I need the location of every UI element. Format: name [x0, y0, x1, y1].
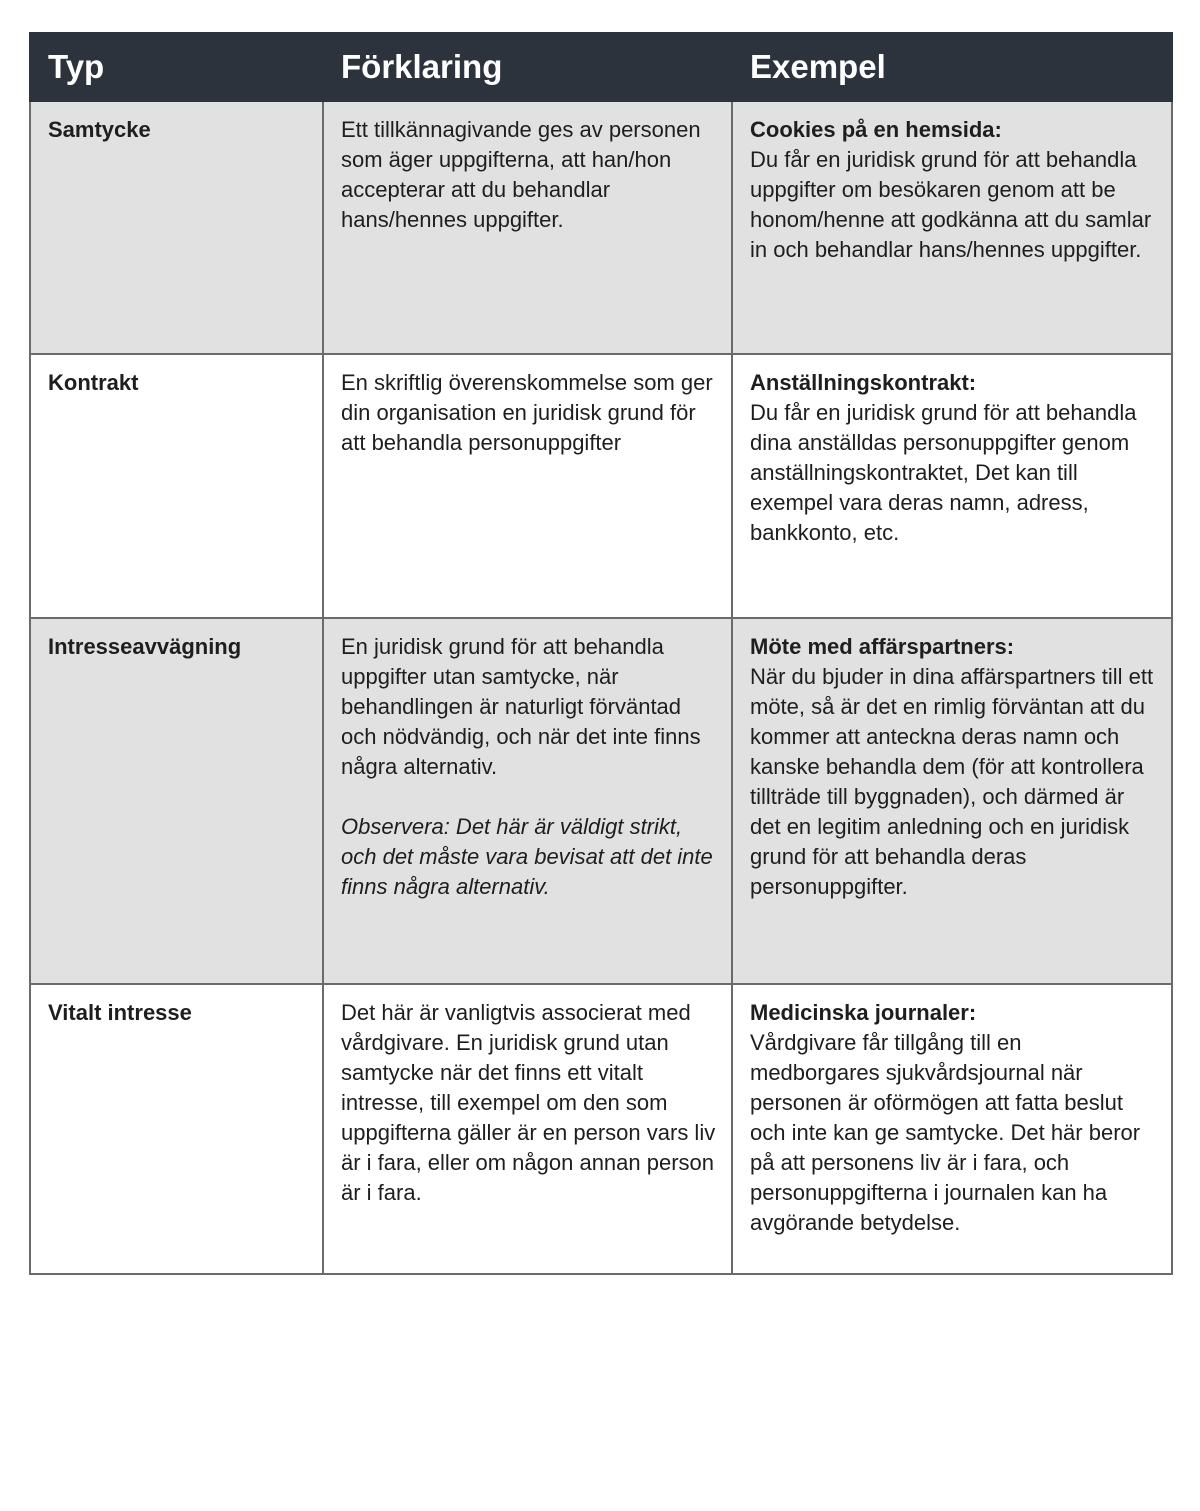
example-text: Du får en juridisk grund för att behandla uppgifter om besökaren genom att be honom/henne att godkänna att du samlar in och behandlar hans/hennes uppgifter.	[750, 147, 1152, 262]
type-cell	[30, 618, 323, 984]
header-type: Typ	[30, 33, 323, 101]
example-title: Anställningskontrakt:	[750, 370, 977, 395]
example-cell	[732, 354, 1172, 618]
type-label: Samtycke	[48, 117, 151, 142]
explanation-text: Det här är vanligtvis associerat med vårdgivare. En juridisk grund utan samtycke när det finns ett vitalt intresse, till exempel om den som uppgifterna gäller är en person vars liv är i fara, eller om någon annan person är i fara.	[341, 1000, 716, 1205]
explanation-cell	[323, 984, 732, 1274]
legal-basis-table	[29, 32, 1173, 1275]
explanation-text: Ett tillkännagivande ges av personen som äger uppgifterna, att han/hon accepterar att du behandlar hans/hennes uppgifter.	[341, 117, 701, 232]
explanation-text: En skriftlig överenskommelse som ger din organisation en juridisk grund för att behandla personuppgifter	[341, 370, 713, 455]
table-row	[30, 354, 1172, 618]
example-text: När du bjuder in dina affärspartners till ett möte, så är det en rimlig förväntan att du kommer att anteckna deras namn och kanske behandla dem (för att kontrollera tillträde till byggnaden), och därmed är det en legitim anledning och en juridisk grund för att behandla deras personuppgifter.	[750, 664, 1154, 899]
table-header-row	[30, 33, 1172, 101]
example-text: Du får en juridisk grund för att behandla dina anställdas personuppgifter genom anställningskontraktet, Det kan till exempel vara deras namn, adress, bankkonto, etc.	[750, 400, 1137, 545]
explanation-note: Observera: Det här är väldigt strikt, och det måste vara bevisat att det inte finns några alternativ.	[341, 814, 713, 899]
example-cell	[732, 618, 1172, 984]
example-cell	[732, 101, 1172, 354]
example-title: Medicinska journaler:	[750, 1000, 977, 1025]
explanation-text: En juridisk grund för att behandla uppgifter utan samtycke, när behandlingen är naturligt förväntad och nödvändig, och när det inte finns några alternativ.	[341, 634, 701, 779]
table-row	[30, 984, 1172, 1274]
type-cell	[30, 354, 323, 618]
type-label: Intresseavvägning	[48, 634, 242, 659]
example-text: Vårdgivare får tillgång till en medborgares sjukvårdsjournal när personen är oförmögen att fatta beslut och inte kan ge samtycke. Det här beror på att personens liv är i fara, och personuppgifterna i journalen kan ha avgörande betydelse.	[750, 1030, 1141, 1235]
example-cell	[732, 984, 1172, 1274]
type-label: Kontrakt	[48, 370, 139, 395]
header-example: Exempel	[732, 33, 1172, 101]
header-explanation: Förklaring	[323, 33, 732, 101]
example-title: Möte med affärspartners:	[750, 634, 1015, 659]
table-row	[30, 101, 1172, 354]
explanation-cell	[323, 354, 732, 618]
type-label: Vitalt intresse	[48, 1000, 192, 1025]
explanation-cell	[323, 101, 732, 354]
explanation-cell	[323, 618, 732, 984]
table-row	[30, 618, 1172, 984]
type-cell	[30, 984, 323, 1274]
example-title: Cookies på en hemsida:	[750, 117, 1002, 142]
type-cell	[30, 101, 323, 354]
